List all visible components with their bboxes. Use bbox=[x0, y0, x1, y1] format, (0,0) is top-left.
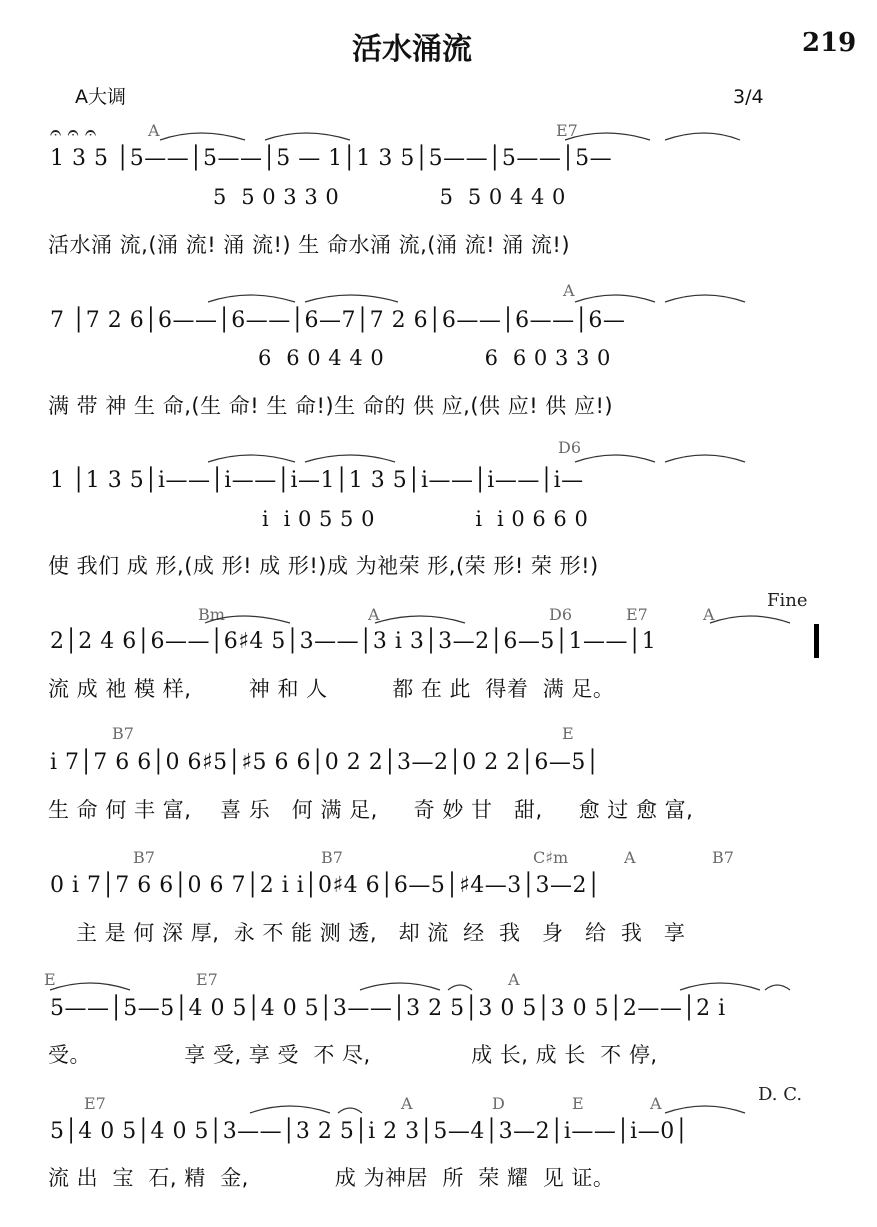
chord-symbol: A bbox=[401, 1094, 413, 1113]
lyrics-line: 流 成 祂 模 样, 神 和 人 都 在 此 得着 满 足。 bbox=[48, 677, 615, 701]
chord-symbol: C♯m bbox=[533, 848, 569, 867]
chord-symbol: E bbox=[562, 724, 574, 743]
echo-line: i i 0 5 5 0 i i 0 6 6 0 bbox=[262, 507, 589, 531]
lyrics-line: 满 带 神 生 命,(生 命! 生 命!)生 命的 供 应,(供 应! 供 应!) bbox=[48, 394, 614, 418]
chord-symbol: A bbox=[650, 1094, 662, 1113]
chord-symbol: B7 bbox=[112, 724, 134, 743]
melody-line: 5│4 0 5│4 0 5│3——│3 2 5│i 2 3│5—4│3—2│i——│i—0│ bbox=[50, 1119, 689, 1144]
melody-line: 0 i 7│7 6 6│0 6 7│2 i i│0♯4 6│6—5│♯4—3│3—2│ bbox=[50, 873, 601, 898]
chord-symbol: D6 bbox=[558, 438, 582, 457]
chord-symbol: E7 bbox=[196, 970, 218, 989]
key-signature: A大调 bbox=[75, 86, 126, 108]
lyrics-line: 使 我们 成 形,(成 形! 成 形!)成 为祂荣 形,(荣 形! 荣 形!) bbox=[48, 554, 599, 578]
echo-line: 6 6 0 4 4 0 6 6 0 3 3 0 bbox=[258, 346, 611, 370]
chord-symbol: E bbox=[572, 1094, 584, 1113]
chord-symbol: D bbox=[492, 1094, 505, 1113]
chord-symbol: B7 bbox=[133, 848, 155, 867]
chord-symbol: B7 bbox=[712, 848, 734, 867]
chord-symbol: B7 bbox=[321, 848, 343, 867]
chord-symbol: E bbox=[44, 970, 56, 989]
time-signature: 3/4 bbox=[733, 86, 764, 108]
echo-line: 5 5 0 3 3 0 5 5 0 4 4 0 bbox=[213, 185, 566, 209]
chord-symbol: E7 bbox=[84, 1094, 106, 1113]
chord-symbol: A bbox=[624, 848, 636, 867]
page-number: 219 bbox=[802, 28, 857, 58]
hymn-title: 活水涌流 bbox=[352, 32, 472, 67]
chord-symbol: Bm bbox=[198, 605, 225, 624]
chord-symbol: E7 bbox=[626, 605, 648, 624]
lyrics-line: 流 出 宝 石, 精 金, 成 为神居 所 荣 耀 见 证。 bbox=[48, 1166, 615, 1190]
chord-symbol: D6 bbox=[549, 605, 573, 624]
chord-symbol: A bbox=[703, 605, 715, 624]
chord-symbol: A bbox=[148, 121, 160, 140]
lyrics-line: 受。 享 受, 享 受 不 尽, 成 长, 成 长 不 停, bbox=[48, 1043, 658, 1067]
chord-symbol: A bbox=[508, 970, 520, 989]
melody-line: 7 │7 2 6│6——│6——│6—7│7 2 6│6——│6——│6— bbox=[50, 308, 626, 333]
lyrics-line: 活水涌 流,(涌 流! 涌 流!) 生 命水涌 流,(涌 流! 涌 流!) bbox=[48, 233, 571, 257]
lyrics-line: 主 是 何 深 厚, 永 不 能 测 透, 却 流 经 我 身 给 我 享 bbox=[76, 921, 686, 945]
chord-symbol: A bbox=[563, 281, 575, 300]
chord-symbol: E7 bbox=[556, 121, 578, 140]
melody-line: i 7│7 6 6│0 6♯5│♯5 6 6│0 2 2│3—2│0 2 2│6—5│ bbox=[50, 750, 600, 775]
lyrics-line: 生 命 何 丰 富, 喜 乐 何 满 足, 奇 妙 甘 甜, 愈 过 愈 富, bbox=[48, 798, 694, 822]
chord-symbol: A bbox=[368, 605, 380, 624]
melody-line: 2│2 4 6│6——│6♯4 5│3——│3 i 3│3—2│6—5│1——│1 bbox=[50, 629, 657, 654]
melody-line: 1 │1 3 5│i——│i——│i—1│1 3 5│i——│i——│i— bbox=[50, 468, 584, 493]
fermata-marks: 𝄐 𝄐 𝄐 bbox=[50, 120, 97, 144]
da-capo-marking: D. C. bbox=[758, 1084, 803, 1105]
fine-marking: Fine bbox=[767, 590, 808, 611]
melody-line: 5——│5—5│4 0 5│4 0 5│3——│3 2 5│3 0 5│3 0 5│2——│2 i bbox=[50, 996, 726, 1021]
melody-line: 1 3 5 │5——│5——│5 — 1│1 3 5│5——│5——│5— bbox=[50, 146, 613, 171]
